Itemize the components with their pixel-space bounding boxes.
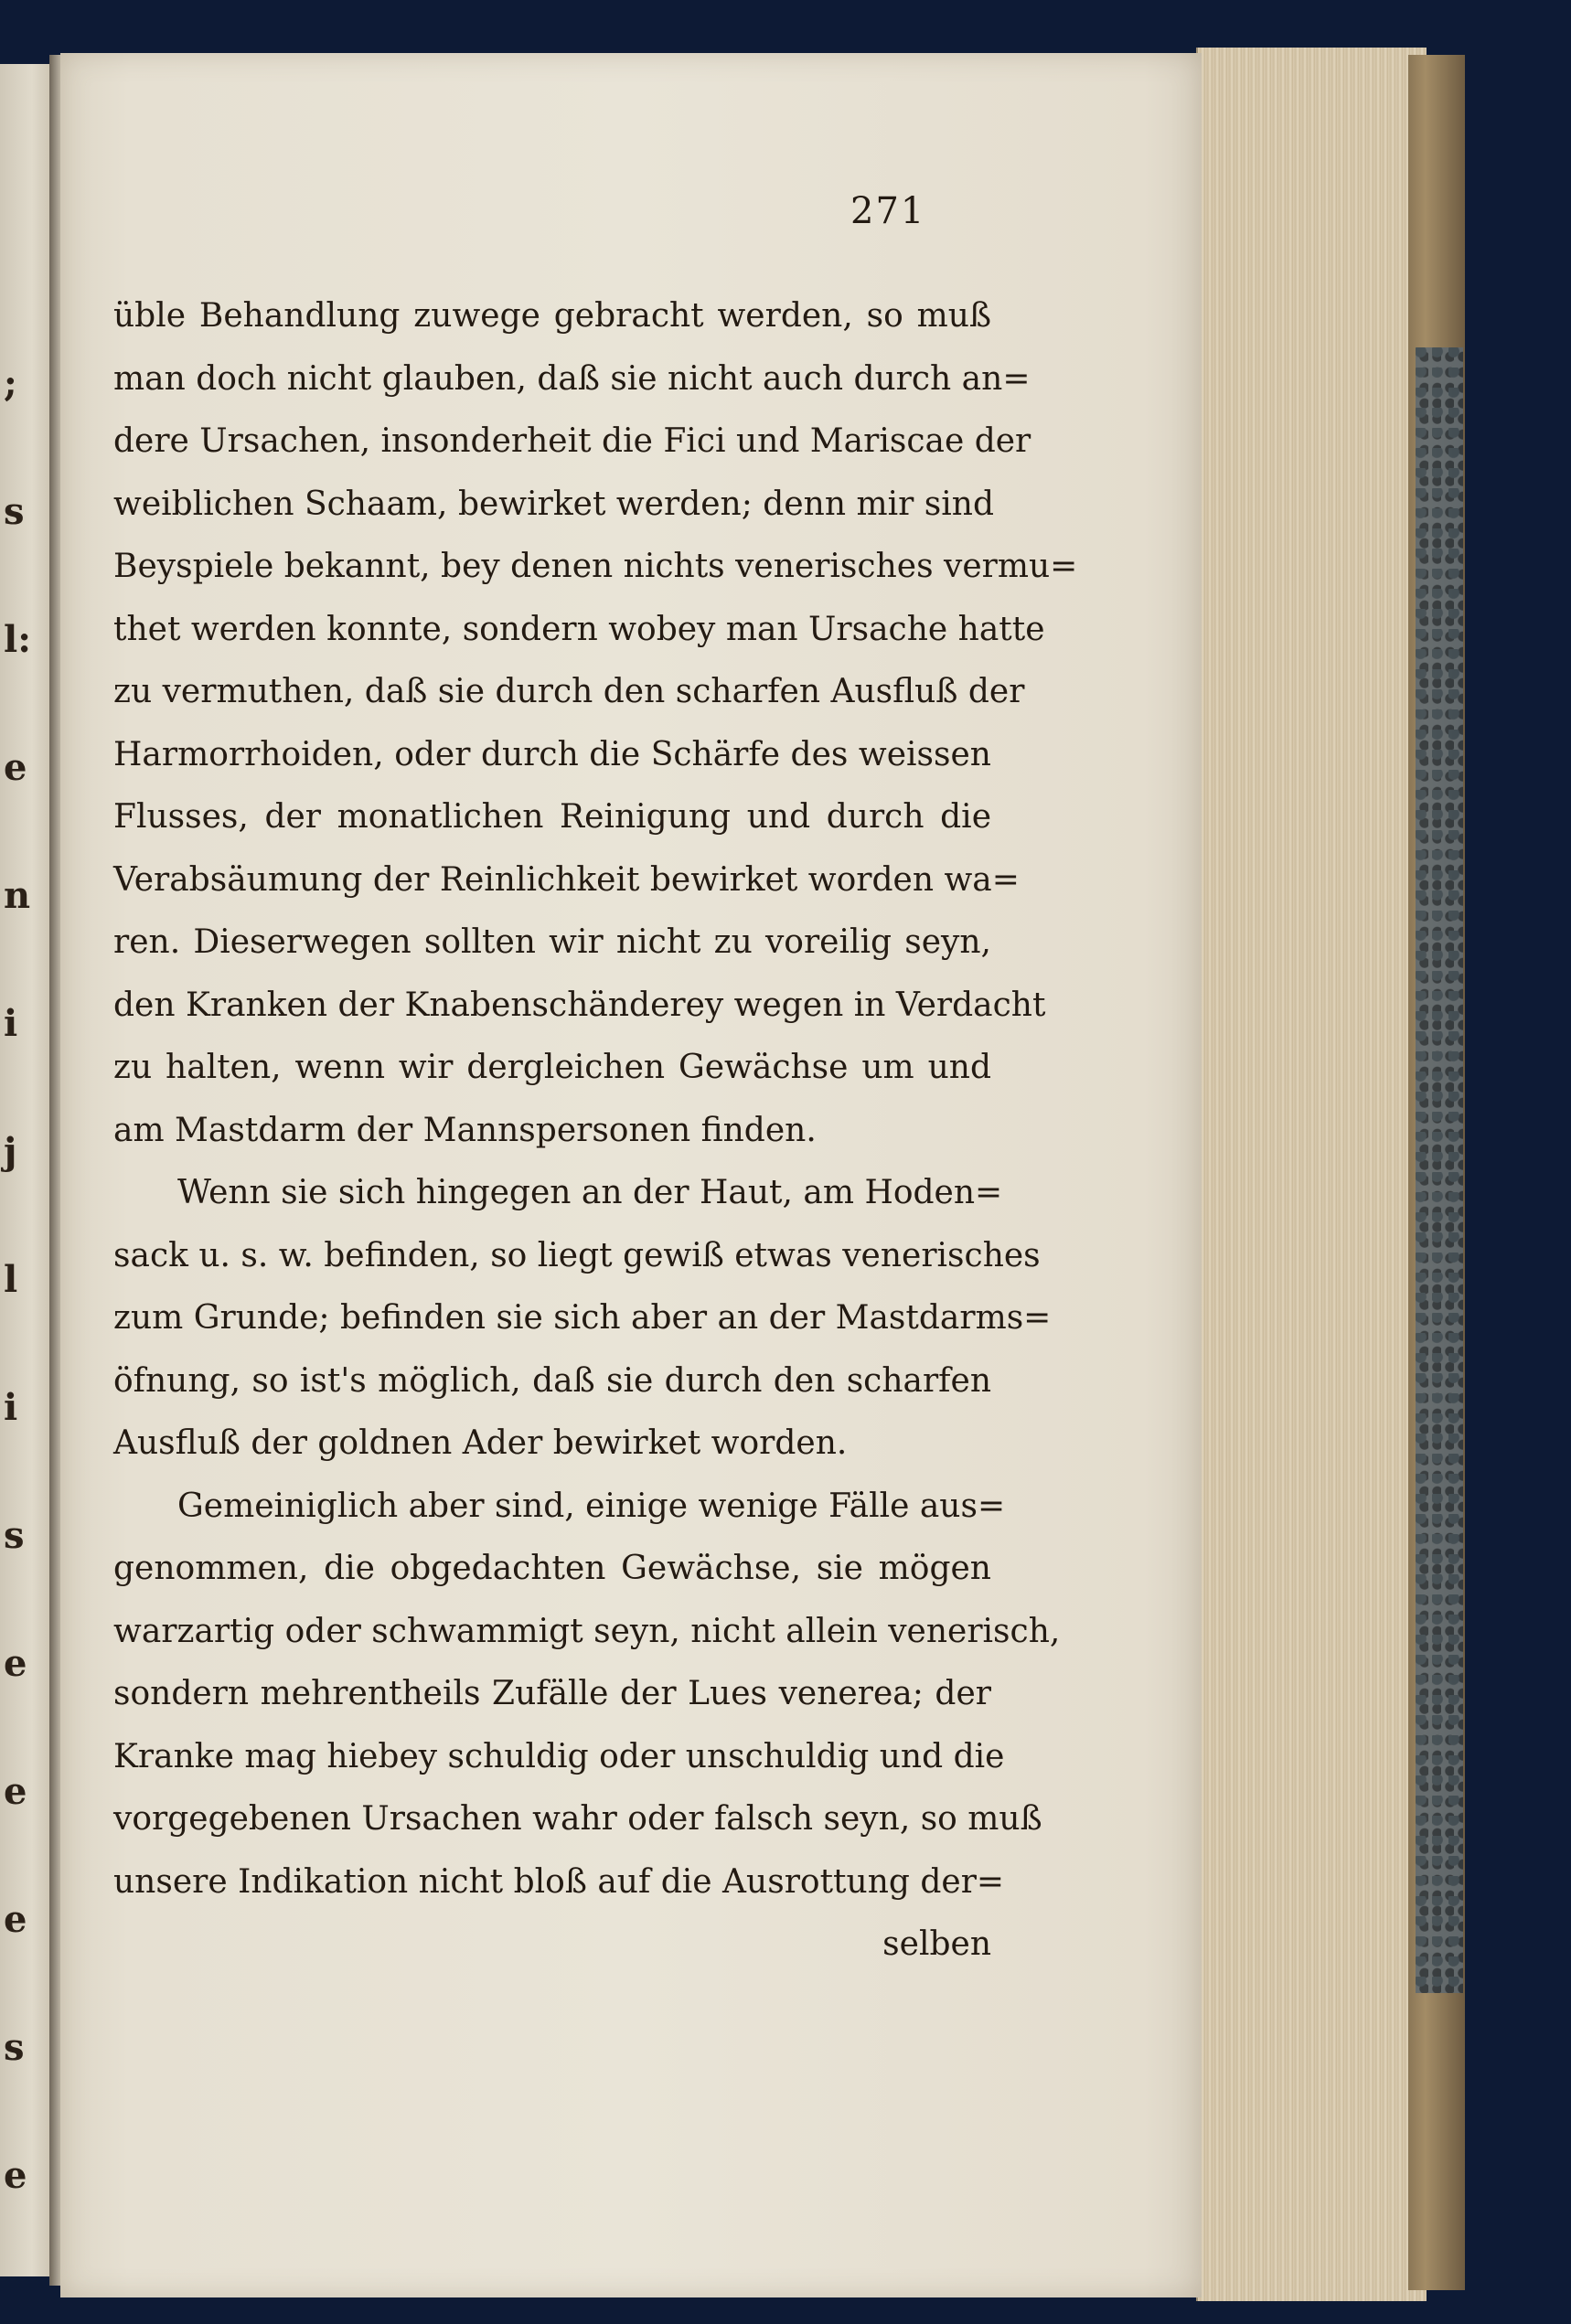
- text-line: dere Ursachen, insonderheit die Fici und Mariscae der: [113, 422, 1031, 460]
- prev-fragment: n: [4, 874, 31, 917]
- text-line: ren. Dieserwegen sollten wir nicht zu voreilig seyn,: [113, 923, 991, 961]
- text-line: üble Behandlung zuwege gebracht werden, so muß: [113, 297, 991, 335]
- marbled-cover: [1416, 347, 1463, 1993]
- previous-page-text-fragments: [4, 320, 49, 2240]
- catchword: selben: [882, 1925, 991, 1963]
- text-line: Gemeiniglich aber sind, einige wenige Fälle aus=: [177, 1487, 1006, 1525]
- text-line: Harmorrhoiden, oder durch die Schärfe des weissen: [113, 735, 991, 773]
- prev-fragment: s: [4, 490, 25, 533]
- page-fore-edge: [1196, 48, 1427, 2301]
- text-line: unsere Indikation nicht bloß auf die Ausrottung der=: [113, 1862, 1005, 1901]
- text-line: zu halten, wenn wir dergleichen Gewächse um und: [113, 1049, 991, 1086]
- text-line: Beyspiele bekannt, bey denen nichts venerisches vermu=: [113, 548, 1078, 585]
- text-line: warzartig oder schwammigt seyn, nicht allein venerisch,: [113, 1612, 1061, 1650]
- prev-fragment: e: [4, 746, 27, 789]
- text-line: man doch nicht glauben, daß sie nicht auch durch an=: [113, 359, 1031, 398]
- prev-fragment: i: [4, 1002, 18, 1045]
- text-line: Ausfluß der goldnen Ader bewirket worden.: [113, 1424, 848, 1462]
- text-line: Kranke mag hiebey schuldig oder unschuldig und die: [113, 1737, 1005, 1775]
- prev-fragment: ;: [4, 362, 17, 405]
- text-line: genommen, die obgedachten Gewächse, sie mögen: [113, 1550, 991, 1587]
- text-line: Flusses, der monatlichen Reinigung und durch die: [113, 798, 991, 836]
- prev-fragment: l: [4, 1258, 18, 1301]
- text-line: zu vermuthen, daß sie durch den scharfen Ausfluß der: [113, 673, 1025, 710]
- previous-page-edge: [0, 64, 55, 2276]
- prev-fragment: e: [4, 1770, 27, 1813]
- prev-fragment: j: [4, 1130, 17, 1173]
- text-line: thet werden konnte, sondern wobey man Ursache hatte: [113, 610, 1045, 648]
- text-line: am Mastdarm der Mannspersonen finden.: [113, 1111, 817, 1149]
- prev-fragment: e: [4, 1898, 27, 1941]
- text-line: Wenn sie sich hingegen an der Haut, am Hoden=: [177, 1174, 1003, 1211]
- text-line: zum Grunde; befinden sie sich aber an der Mastdarms=: [113, 1299, 1052, 1337]
- text-line: öfnung, so ist's möglich, daß sie durch den scharfen: [113, 1361, 991, 1400]
- page-number: 271: [850, 190, 926, 232]
- prev-fragment: e: [4, 1642, 27, 1685]
- text-line: sack u. s. w. befinden, so liegt gewiß etwas venerisches: [113, 1236, 1041, 1274]
- prev-fragment: s: [4, 2026, 25, 2069]
- prev-fragment: e: [4, 2154, 27, 2197]
- text-line: vorgegebenen Ursachen wahr oder falsch seyn, so muß: [113, 1800, 1042, 1838]
- text-line: sondern mehrentheils Zufälle der Lues venerea; der: [113, 1675, 991, 1712]
- prev-fragment: l:: [4, 618, 31, 661]
- prev-fragment: i: [4, 1386, 18, 1429]
- text-line: den Kranken der Knabenschänderey wegen in Verdacht: [113, 986, 1046, 1024]
- text-line: Verabsäumung der Reinlichkeit bewirket worden wa=: [113, 860, 1020, 899]
- text-line: weiblichen Schaam, bewirket werden; denn mir sind: [113, 485, 994, 523]
- body-text: [113, 285, 1078, 1977]
- prev-fragment: s: [4, 1514, 25, 1557]
